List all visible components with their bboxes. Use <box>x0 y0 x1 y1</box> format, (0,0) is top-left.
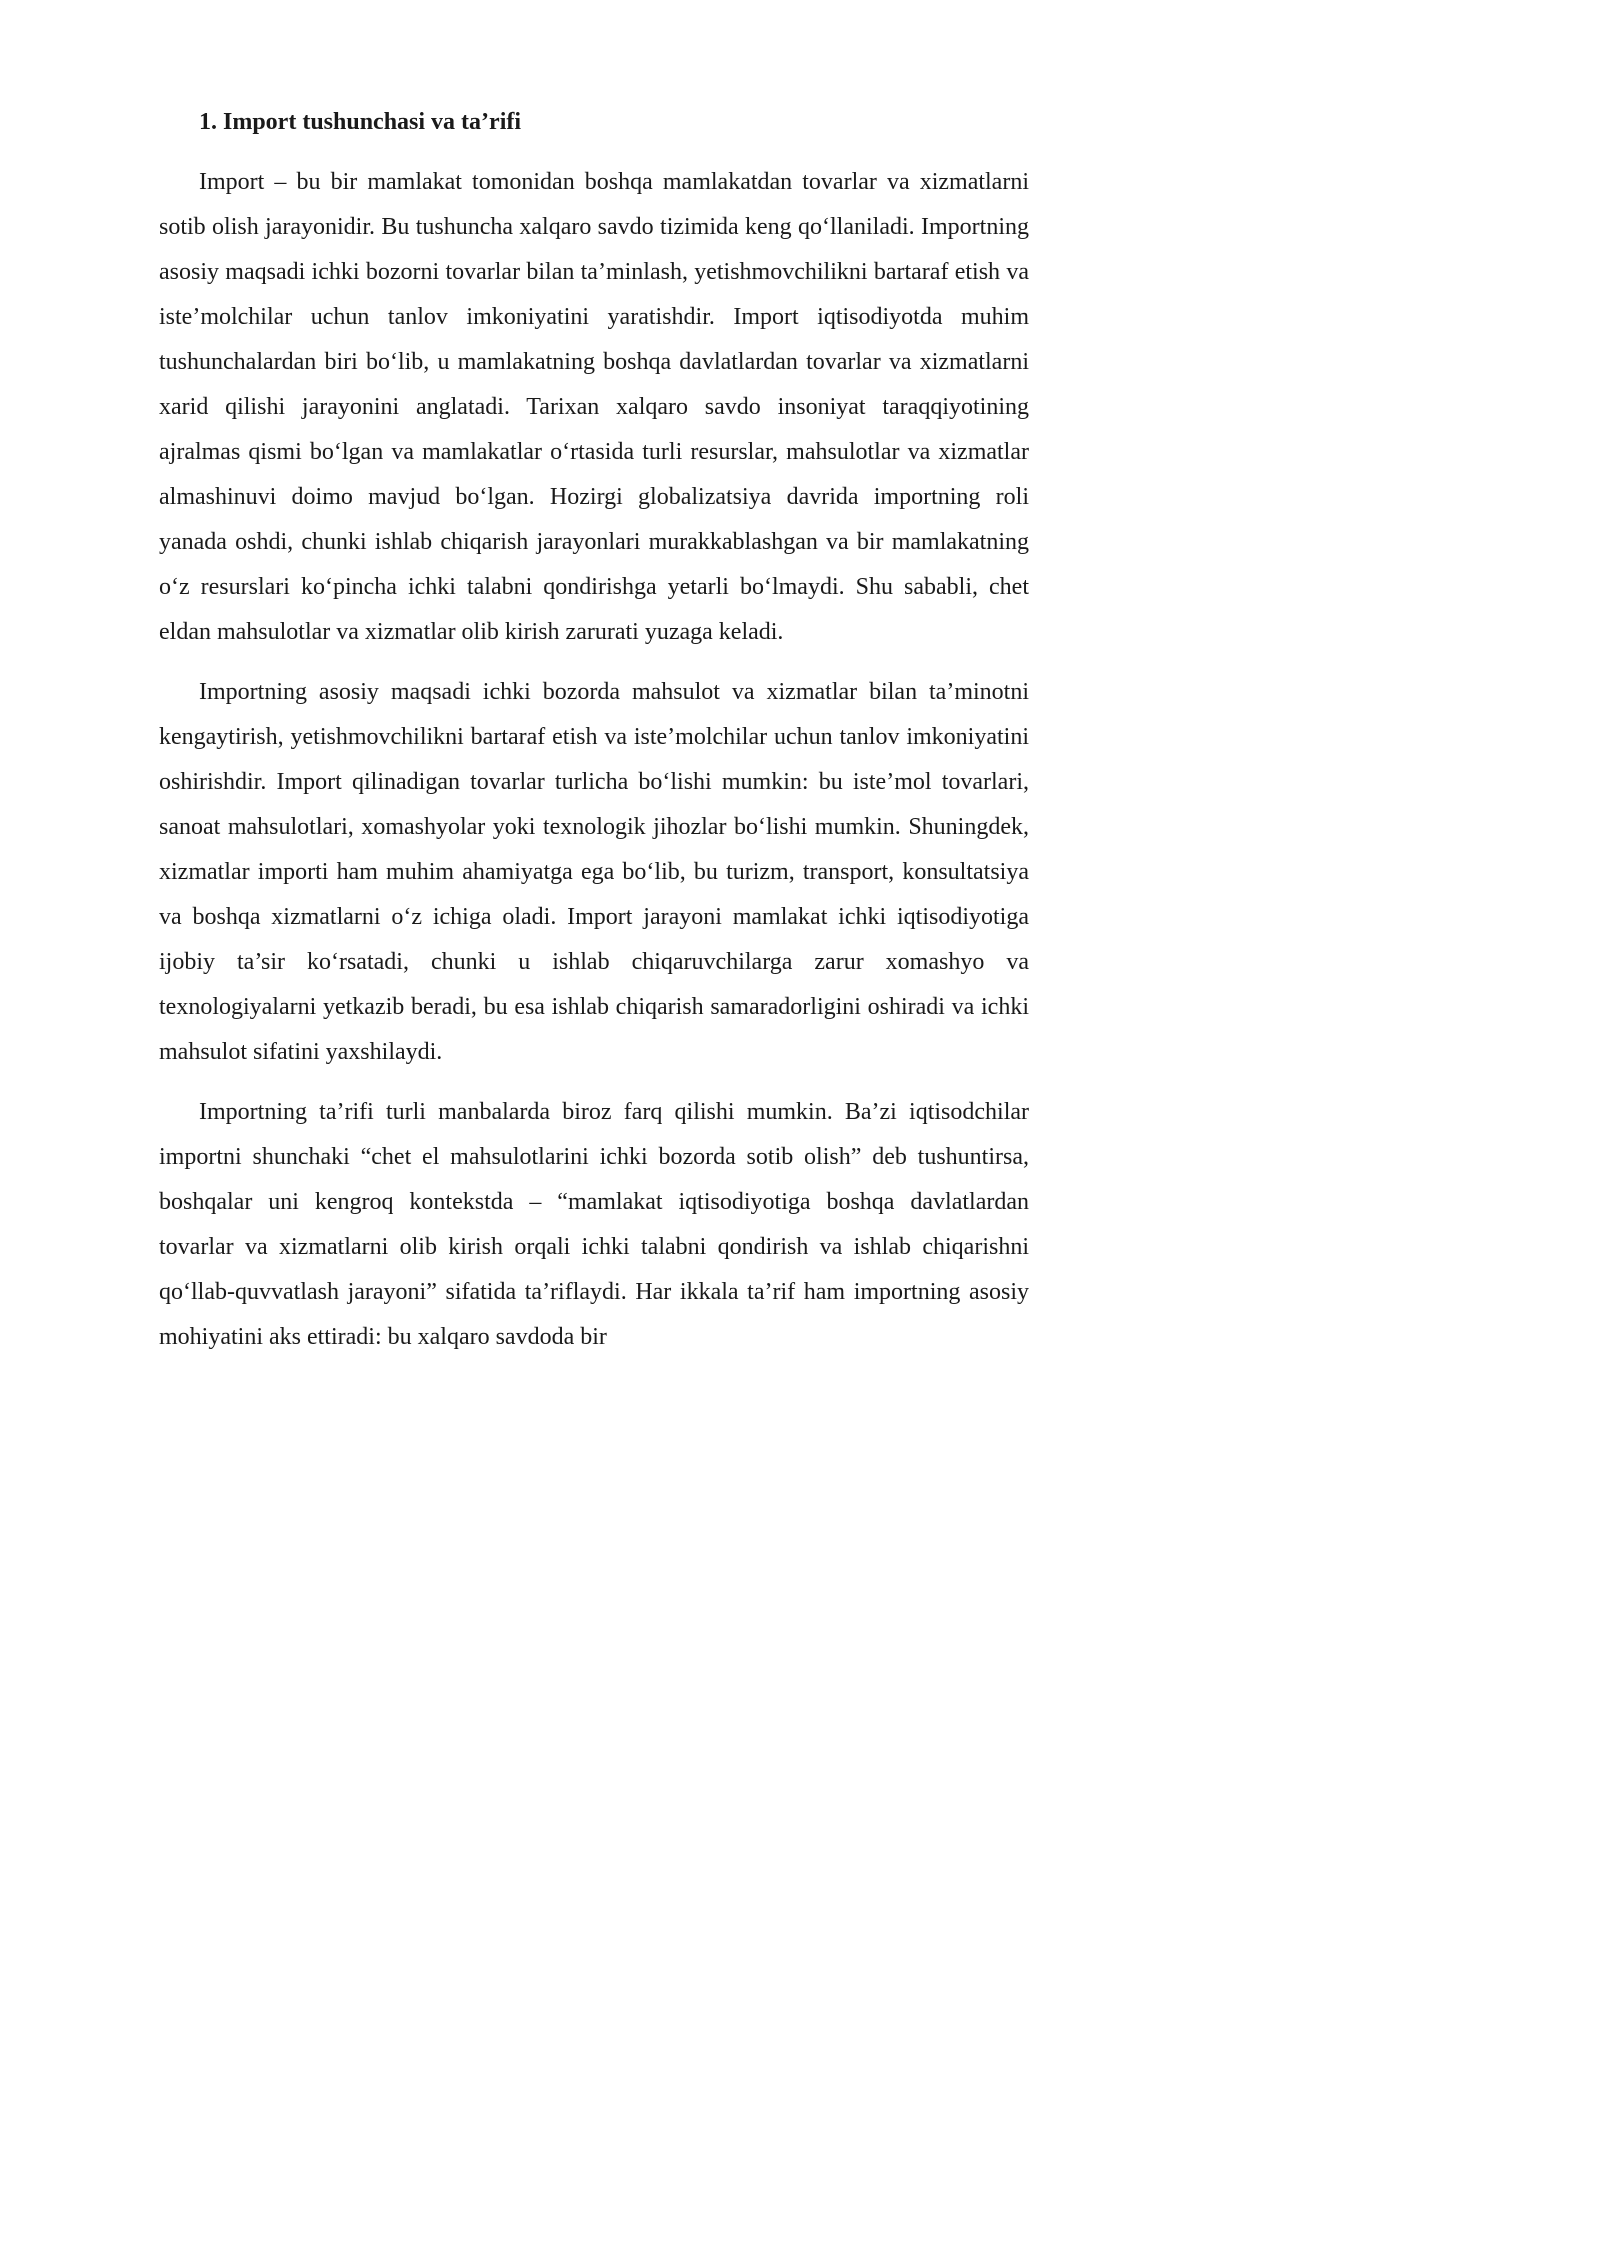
paragraph-1: Import – bu bir mamlakat tomonidan boshqa mamlakatdan tovarlar va xizmatlarni sotib olish jarayonidir. Bu tushuncha xalqaro savdo tizimida keng qo‘llaniladi. Importning asosiy maqsadi ichki bozorni tovarlar bilan ta’minlash, yetishmovchilikni bartaraf etish va iste’molchilar uchun tanlov imkoniyatini yaratishdir. Import iqtisodiyotda muhim tushunchalardan biri bo‘lib, u mamlakatning boshqa davlatlardan tovarlar va xizmatlarni xarid qilishi jarayonini anglatadi. Tarixan xalqaro savdo insoniyat taraqqiyotining ajralmas qismi bo‘lgan va mamlakatlar o‘rtasida turli resurslar, mahsulotlar va xizmatlar almashinuvi doimo mavjud bo‘lgan. Hozirgi globalizatsiya davrida importning roli yanada oshdi, chunki ishlab chiqarish jarayonlari murakkablashgan va bir mamlakatning o‘z resurslari ko‘pincha ichki talabni qondirishga yetarli bo‘lmaydi. Shu sababli, chet eldan mahsulotlar va xizmatlar olib kirish zarurati yuzaga keladi. <box>159 169 1029 645</box>
paragraph-3: Importning ta’rifi turli manbalarda biroz farq qilishi mumkin. Ba’zi iqtisodchilar importni shunchaki “chet el mahsulotlarini ichki bozorda sotib olish” deb tushuntirsa, boshqalar uni kengroq kontekstda – “mamlakat iqtisodiyotiga boshqa davlatlardan tovarlar va xizmatlarni olib kirish orqali ichki talabni qondirish va ishlab chiqarishni qo‘llab-quvvatlash jarayoni” sifatida ta’riflaydi. Har ikkala ta’rif ham importning asosiy mohiyatini aks ettiradi: bu xalqaro savdoda bir <box>159 1099 1029 1350</box>
paragraph-2: Importning asosiy maqsadi ichki bozorda mahsulot va xizmatlar bilan ta’minotni kengaytirish, yetishmovchilikni bartaraf etish va iste’molchilar uchun tanlov imkoniyatini oshirishdir. Import qilinadigan tovarlar turlicha bo‘lishi mumkin: bu iste’mol tovarlari, sanoat mahsulotlari, xomashyolar yoki texnologik jihozlar bo‘lishi mumkin. Shuningdek, xizmatlar importi ham muhim ahamiyatga ega bo‘lib, bu turizm, transport, konsultatsiya va boshqa xizmatlarni o‘z ichiga oladi. Import jarayoni mamlakat ichki iqtisodiyotiga ijobiy ta’sir ko‘rsatadi, chunki u ishlab chiqaruvchilarga zarur xomashyo va texnologiyalarni yetkazib beradi, bu esa ishlab chiqarish samaradorligini oshiradi va ichki mahsulot sifatini yaxshilaydi. <box>159 679 1029 1065</box>
document-page <box>159 102 1029 1375</box>
section-heading: 1. Import tushunchasi va ta’rifi <box>199 109 522 135</box>
